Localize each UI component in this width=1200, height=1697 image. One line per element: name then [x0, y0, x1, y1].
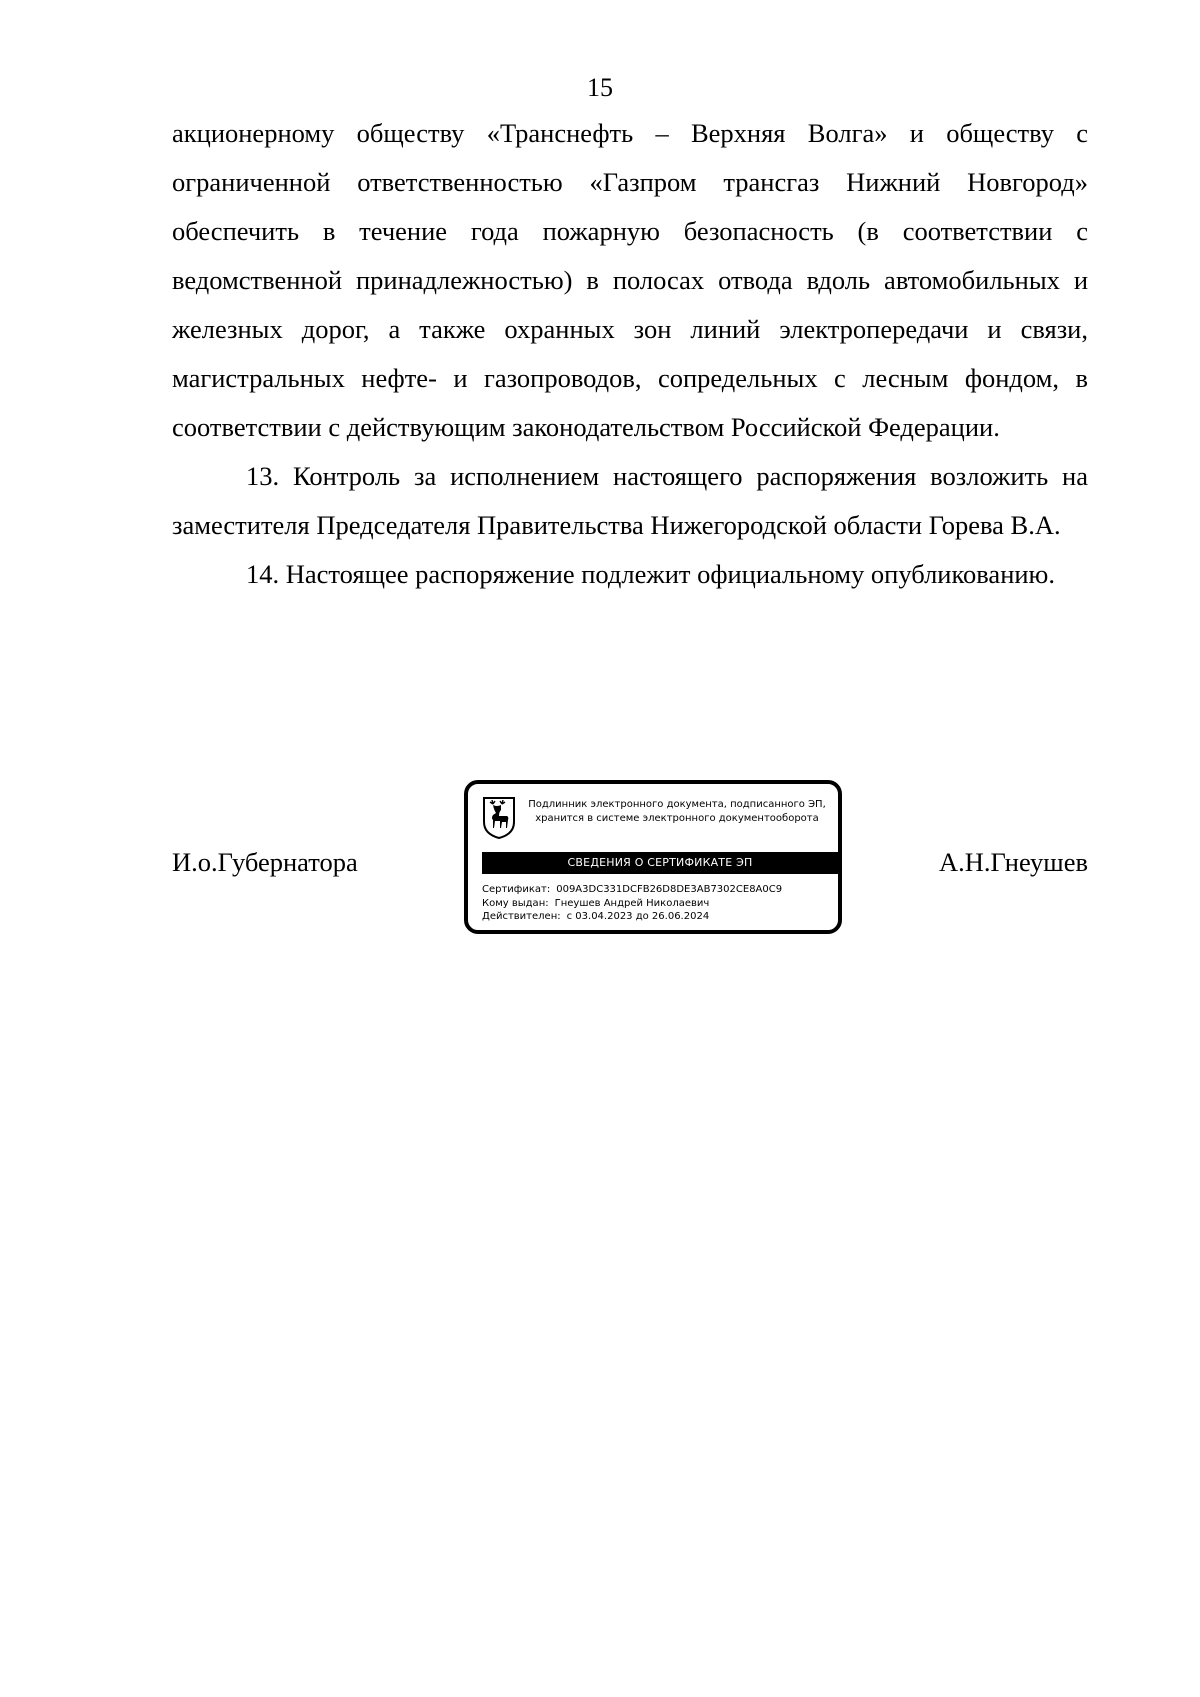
deer-coat-of-arms-icon	[482, 796, 516, 840]
certificate-row	[482, 883, 838, 897]
validity-value: с 03.04.2023 до 26.06.2024	[566, 911, 710, 922]
certificate-details	[482, 883, 838, 924]
paragraph-13: 13. Контроль за исполнением настоящего распоряжения возложить на заместителя Председателя Правительства Нижегородской области Горева В.А.	[172, 461, 1088, 540]
signatory-name: А.Н.Гнеушев	[938, 847, 1088, 877]
stamp-header	[522, 798, 832, 826]
certificate-info-bar: СВЕДЕНИЯ О СЕРТИФИКАТЕ ЭП	[482, 852, 838, 874]
paragraph-14: 14. Настоящее распоряжение подлежит официальному опубликованию.	[246, 559, 1055, 589]
certificate-value: 009A3DC331DCFB26D8DE3AB7302CE8A0C9	[556, 884, 783, 895]
issued-to-row	[482, 897, 838, 911]
validity-row	[482, 910, 838, 924]
certificate-label: Сертификат:	[482, 884, 551, 895]
page-number: 15	[587, 73, 613, 102]
signature-block	[172, 780, 1088, 940]
validity-label: Действителен:	[482, 911, 561, 922]
electronic-signature-stamp	[464, 780, 842, 934]
paragraph-12-continuation: акционерному обществу «Транснефть – Верхняя Волга» и обществу с ограниченной ответственностью «Газпром трансгаз Нижний Новгород» обеспечить в течение года пожарную безопасность (в соответствии с ведомственной принадлежностью) в полосах отвода вдоль автомобильных и железных дорог, а также охранных зон линий электропередачи и связи, магистральных нефте- и газопроводов, сопредельных с лесным фондом, в соответствии с действующим законодательством Российской Федерации.	[172, 118, 1088, 442]
issued-to-value: Гнеушев Андрей Николаевич	[554, 897, 710, 909]
stamp-header-line-2: хранится в системе электронного документооборота	[535, 813, 819, 824]
stamp-header-line-1: Подлинник электронного документа, подписанного ЭП,	[528, 799, 826, 810]
document-body	[172, 109, 1088, 599]
signatory-position: И.о.Губернатора	[172, 847, 358, 877]
issued-to-label: Кому выдан:	[482, 897, 549, 909]
